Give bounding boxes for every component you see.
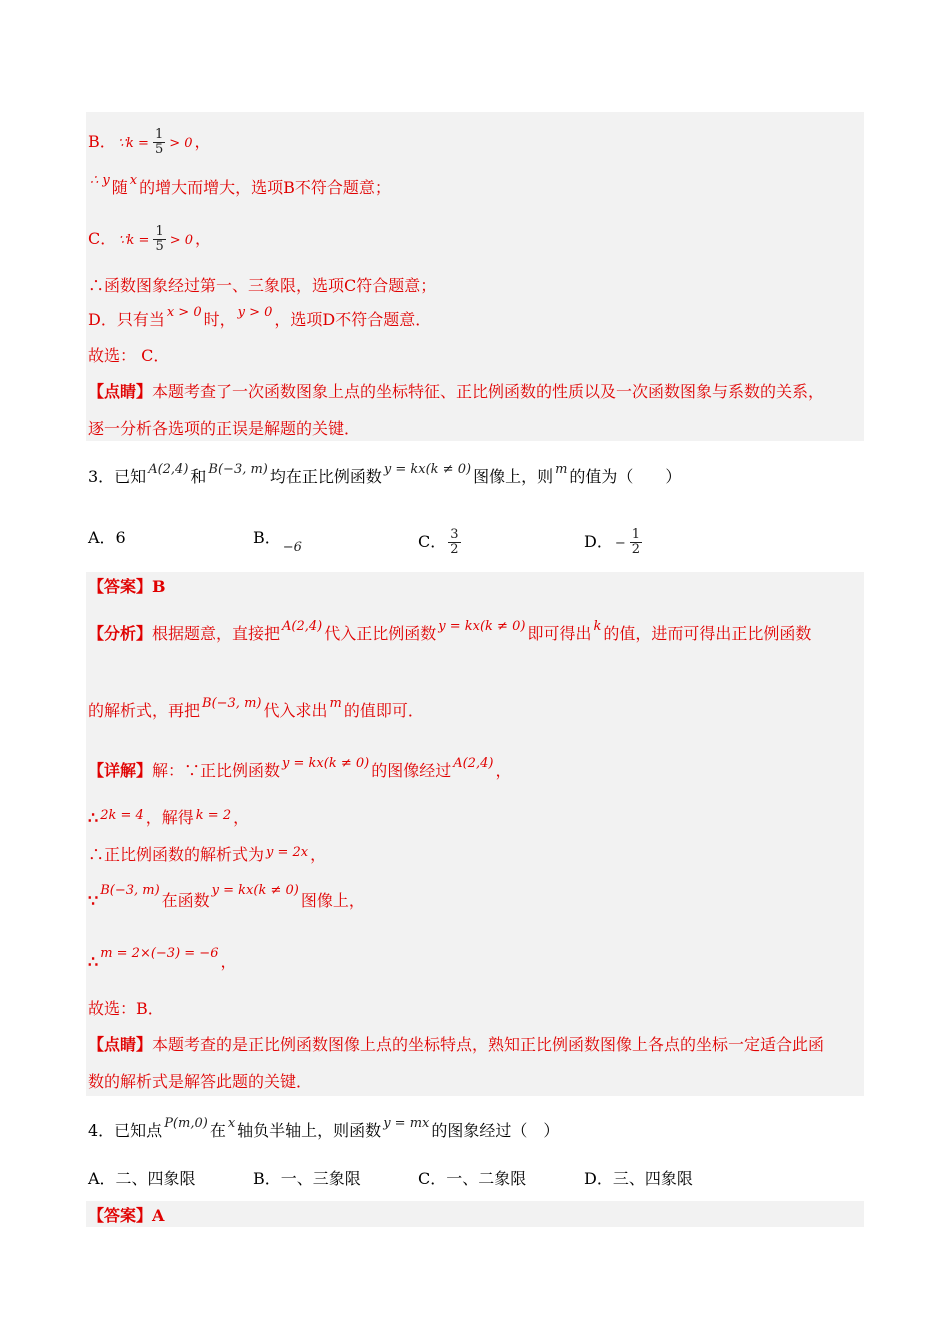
math: ∵k = bbox=[117, 136, 149, 151]
math: ∴ y bbox=[90, 173, 110, 188]
text: ， bbox=[310, 845, 327, 864]
text: 3．已知 bbox=[88, 467, 147, 486]
q4-option-a[interactable]: A．二、四象限 bbox=[88, 1169, 196, 1188]
symbol: ∴ bbox=[88, 808, 99, 827]
label: D． bbox=[584, 532, 613, 551]
fraction bbox=[448, 528, 460, 557]
text: ， bbox=[495, 761, 512, 780]
q3-analysis-line-1 bbox=[88, 619, 812, 646]
text: 图像上， bbox=[300, 891, 365, 910]
q4-option-c[interactable]: C．一、二象限 bbox=[418, 1169, 527, 1188]
text: 解：∵正比例函数 bbox=[152, 761, 281, 780]
q3-choose: 故选：B． bbox=[88, 999, 164, 1018]
math: B(−3, m) bbox=[202, 696, 262, 711]
option-b-analysis bbox=[88, 128, 211, 157]
text: 4．已知点 bbox=[88, 1121, 163, 1140]
q3-detail-line-1 bbox=[88, 756, 512, 783]
math: A(2,4) bbox=[453, 756, 494, 771]
text: 轴负半轴上，则函数 bbox=[237, 1121, 382, 1140]
math: y = mx bbox=[383, 1116, 430, 1131]
math: k = 2 bbox=[195, 808, 232, 823]
option-c-analysis bbox=[88, 225, 211, 254]
math: y = 2x bbox=[266, 845, 309, 860]
math: x bbox=[129, 173, 138, 188]
q4-option-b[interactable]: B．一、三象限 bbox=[253, 1169, 361, 1188]
analysis-tag: 【分析】 bbox=[88, 624, 153, 643]
text: ，解得 bbox=[145, 808, 194, 827]
option-b-conclusion bbox=[88, 173, 391, 200]
label: B． bbox=[253, 528, 281, 547]
math: x bbox=[227, 1116, 236, 1131]
text: 在函数 bbox=[161, 891, 210, 910]
fraction bbox=[153, 225, 165, 254]
math: A(2,4) bbox=[282, 619, 323, 634]
q3-step-4 bbox=[88, 946, 237, 974]
math: m bbox=[329, 696, 342, 711]
numerator: 1 bbox=[154, 127, 164, 142]
text: 的解析式，再把 bbox=[88, 701, 201, 720]
numerator: 1 bbox=[631, 527, 641, 542]
math: y = kx(k ≠ 0) bbox=[383, 462, 472, 477]
text: 的值为（ ） bbox=[569, 467, 682, 486]
text: 时， bbox=[203, 310, 236, 329]
math: A(2,4) bbox=[148, 462, 189, 477]
q4-answer: 【答案】A bbox=[88, 1206, 165, 1225]
q3-comment-line-1 bbox=[88, 1035, 824, 1055]
text: 根据题意，直接把 bbox=[152, 624, 281, 643]
q3-answer: 【答案】B bbox=[88, 577, 166, 596]
text: 即可得出 bbox=[527, 624, 592, 643]
comment-tag: 【点睛】 bbox=[88, 382, 153, 401]
comment-line-2: 逐一分析各选项的正误是解题的关键． bbox=[88, 419, 361, 438]
label: C． bbox=[418, 532, 447, 551]
text: 的图像经过 bbox=[371, 761, 452, 780]
text: 随 bbox=[111, 178, 128, 197]
denominator: 2 bbox=[450, 542, 459, 557]
text: 的值，进而可得出正比例函数 bbox=[603, 624, 812, 643]
comment-tag: 【点睛】 bbox=[88, 1035, 153, 1054]
text: 的增大而增大，选项B不符合题意； bbox=[139, 178, 391, 197]
q3-step-1 bbox=[88, 808, 249, 830]
math: > 0 bbox=[169, 136, 193, 151]
math: x > 0 bbox=[166, 305, 202, 320]
math: P(m,0) bbox=[164, 1116, 208, 1131]
math: y > 0 bbox=[237, 305, 273, 320]
text: ， bbox=[220, 952, 237, 971]
symbol: ∵ bbox=[88, 891, 99, 910]
text: 代入正比例函数 bbox=[324, 624, 437, 643]
math: m bbox=[555, 462, 568, 477]
text: 均在正比例函数 bbox=[269, 467, 382, 486]
text: 图像上，则 bbox=[473, 467, 554, 486]
punct: ， bbox=[195, 229, 212, 248]
text: 和 bbox=[190, 467, 207, 486]
numerator: 1 bbox=[155, 224, 164, 239]
math: 2k = 4 bbox=[100, 808, 144, 823]
question-4 bbox=[88, 1116, 560, 1143]
solution-block-q3 bbox=[86, 572, 864, 1096]
text: 本题考查了一次函数图象上点的坐标特征、正比例函数的性质以及一次函数图象与系数的关系， bbox=[152, 382, 825, 401]
math: k bbox=[593, 619, 602, 634]
q3-analysis-line-2 bbox=[88, 696, 424, 723]
text: 在 bbox=[209, 1121, 226, 1140]
math: − bbox=[614, 536, 626, 551]
text: D．只有当 bbox=[88, 310, 165, 329]
text: ， bbox=[233, 808, 250, 827]
text: 本题考查的是正比例函数图像上点的坐标特点，熟知正比例函数图像上各点的坐标一定适合此函 bbox=[152, 1035, 825, 1054]
detail-tag: 【详解】 bbox=[88, 761, 153, 780]
q3-option-a[interactable]: A．6 bbox=[88, 528, 126, 547]
denominator: 5 bbox=[154, 142, 164, 157]
text: 的值即可． bbox=[343, 701, 424, 720]
q3-comment-line-2: 数的解析式是解答此题的关键． bbox=[88, 1072, 313, 1091]
math: y = kx(k ≠ 0) bbox=[211, 883, 299, 898]
math: B(−3, m) bbox=[208, 462, 268, 477]
denominator: 5 bbox=[155, 239, 164, 254]
comment-line-1 bbox=[88, 382, 824, 402]
fraction bbox=[153, 128, 165, 157]
math: m = 2×(−3) = −6 bbox=[100, 946, 219, 961]
q3-option-c[interactable] bbox=[418, 528, 463, 557]
text: ∴正比例函数的解析式为 bbox=[88, 845, 265, 864]
text: 的图象经过（ ） bbox=[431, 1121, 560, 1140]
math: ∵k = bbox=[118, 233, 150, 248]
solution-block-q4 bbox=[86, 1201, 864, 1227]
math: > 0 bbox=[169, 233, 194, 248]
numerator: 3 bbox=[450, 527, 459, 542]
math: −6 bbox=[282, 540, 302, 555]
choose-line: 故选： C． bbox=[88, 346, 170, 365]
math: B(−3, m) bbox=[100, 883, 160, 898]
label: C． bbox=[88, 229, 117, 248]
q3-option-d[interactable] bbox=[584, 528, 644, 557]
punct: ， bbox=[194, 132, 211, 151]
question-3 bbox=[88, 462, 682, 489]
fraction bbox=[630, 528, 642, 557]
option-c-conclusion: ∴函数图象经过第一、三象限，选项C符合题意； bbox=[88, 276, 437, 295]
text: ，选项D不符合题意． bbox=[274, 310, 432, 329]
denominator: 2 bbox=[631, 542, 641, 557]
symbol: ∴ bbox=[88, 952, 99, 971]
option-d-analysis bbox=[88, 305, 432, 332]
q3-step-2 bbox=[88, 845, 326, 867]
text: 代入求出 bbox=[263, 701, 328, 720]
math: y = kx(k ≠ 0) bbox=[438, 619, 526, 634]
math: y = kx(k ≠ 0) bbox=[282, 756, 370, 771]
q4-option-d[interactable]: D．三、四象限 bbox=[584, 1169, 693, 1188]
q3-option-b[interactable] bbox=[253, 528, 304, 555]
label: B． bbox=[88, 132, 116, 151]
